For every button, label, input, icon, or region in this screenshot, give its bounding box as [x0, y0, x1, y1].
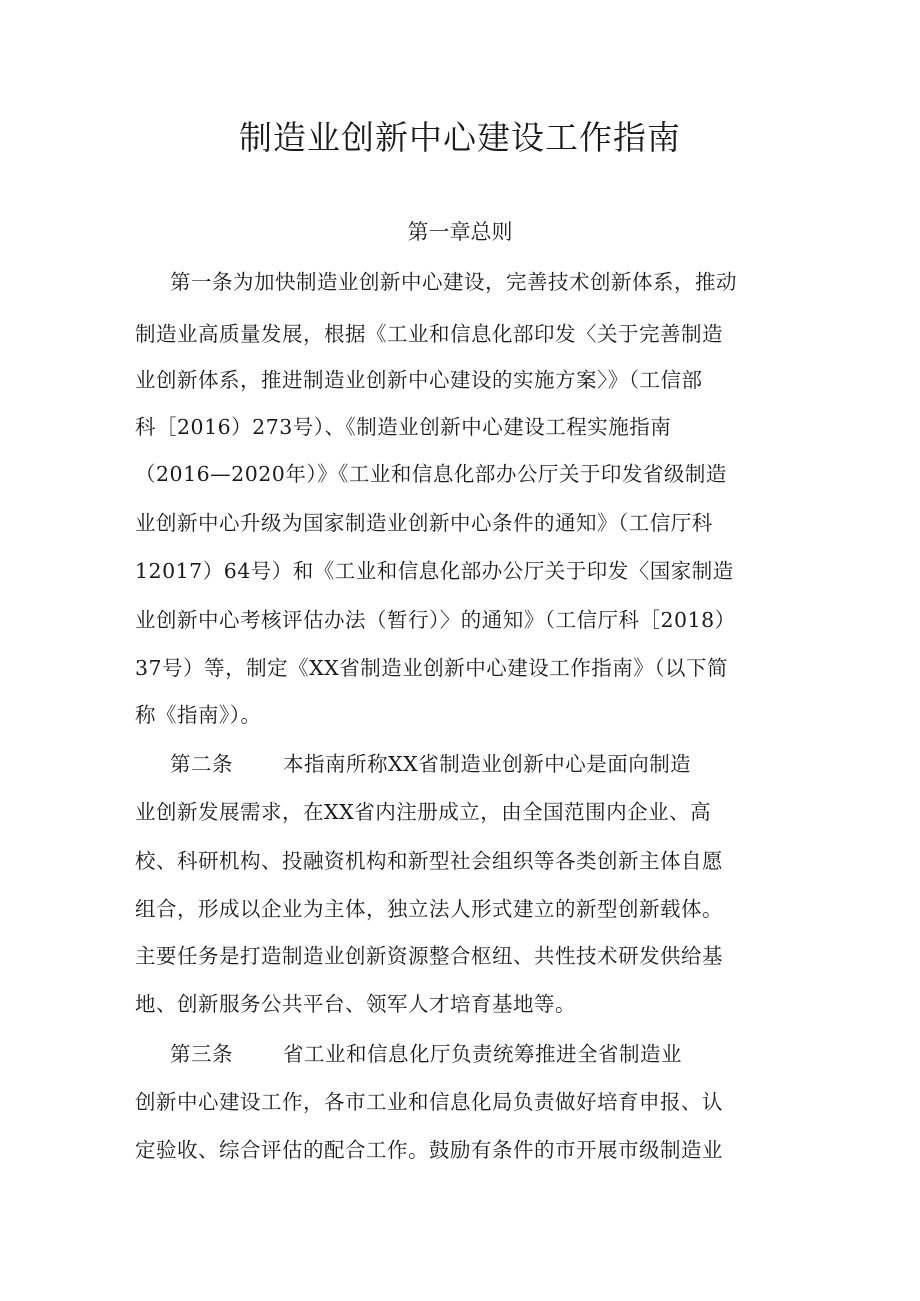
article-2-first-line-text: 本指南所称XX省制造业创新中心是面向制造	[283, 752, 692, 776]
article-3-first-line-text: 省工业和信息化厅负责统筹推进全省制造业	[283, 1042, 682, 1066]
article-3-first-line	[170, 1036, 682, 1072]
article-1-line: 制造业高质量发展，根据《工业和信息化部印发〈关于完善制造	[135, 322, 723, 346]
article-2-line: 地、创新服务公共平台、领军人才培育基地等。	[135, 992, 576, 1016]
article-1-line: 第一条为加快制造业创新中心建设，完善技术创新体系，推动	[170, 270, 737, 294]
article-3-label: 第三条	[170, 1042, 233, 1066]
article-2-label: 第二条	[170, 752, 233, 776]
article-2-first-line	[170, 746, 691, 782]
chapter-heading: 第一章总则	[407, 220, 513, 244]
article-1-line: 业创新中心考核评估办法（暂行）〉的通知》（工信厅科［2018）	[135, 608, 736, 632]
document-title: 制造业创新中心建设工作指南	[239, 118, 681, 157]
article-1-line: 37号）等，制定《XX省制造业创新中心建设工作指南》（以下简	[135, 656, 729, 680]
article-1-line: 12017）64号）和《工业和信息化部办公厅关于印发〈国家制造	[135, 559, 734, 583]
article-3-line: 创新中心建设工作，各市工业和信息化局负责做好培育申报、认	[135, 1090, 723, 1114]
article-1-line: 科［2016）273号）、《制造业创新中心建设工程实施指南	[135, 415, 672, 439]
article-1-line: 业创新中心升级为国家制造业创新中心条件的通知》（工信厅科	[135, 511, 713, 535]
article-2-line: 组合，形成以企业为主体，独立法人形式建立的新型创新载体。	[135, 897, 723, 921]
article-3-line: 定验收、综合评估的配合工作。鼓励有条件的市开展市级制造业	[135, 1138, 723, 1162]
article-1-line: 业创新体系，推进制造业创新中心建设的实施方案〉》（工信部	[135, 368, 703, 392]
article-1-line: （2016—2020年）》《工业和信息化部办公厅关于印发省级制造	[135, 462, 727, 486]
article-2-line: 主要任务是打造制造业创新资源整合枢纽、共性技术研发供给基	[135, 944, 723, 968]
article-2-line: 业创新发展需求，在XX省内注册成立，由全国范围内企业、高	[135, 800, 712, 824]
article-2-line: 校、科研机构、投融资机构和新型社会组织等各类创新主体自愿	[135, 849, 723, 873]
article-1-line: 称《指南》）。	[135, 703, 262, 727]
